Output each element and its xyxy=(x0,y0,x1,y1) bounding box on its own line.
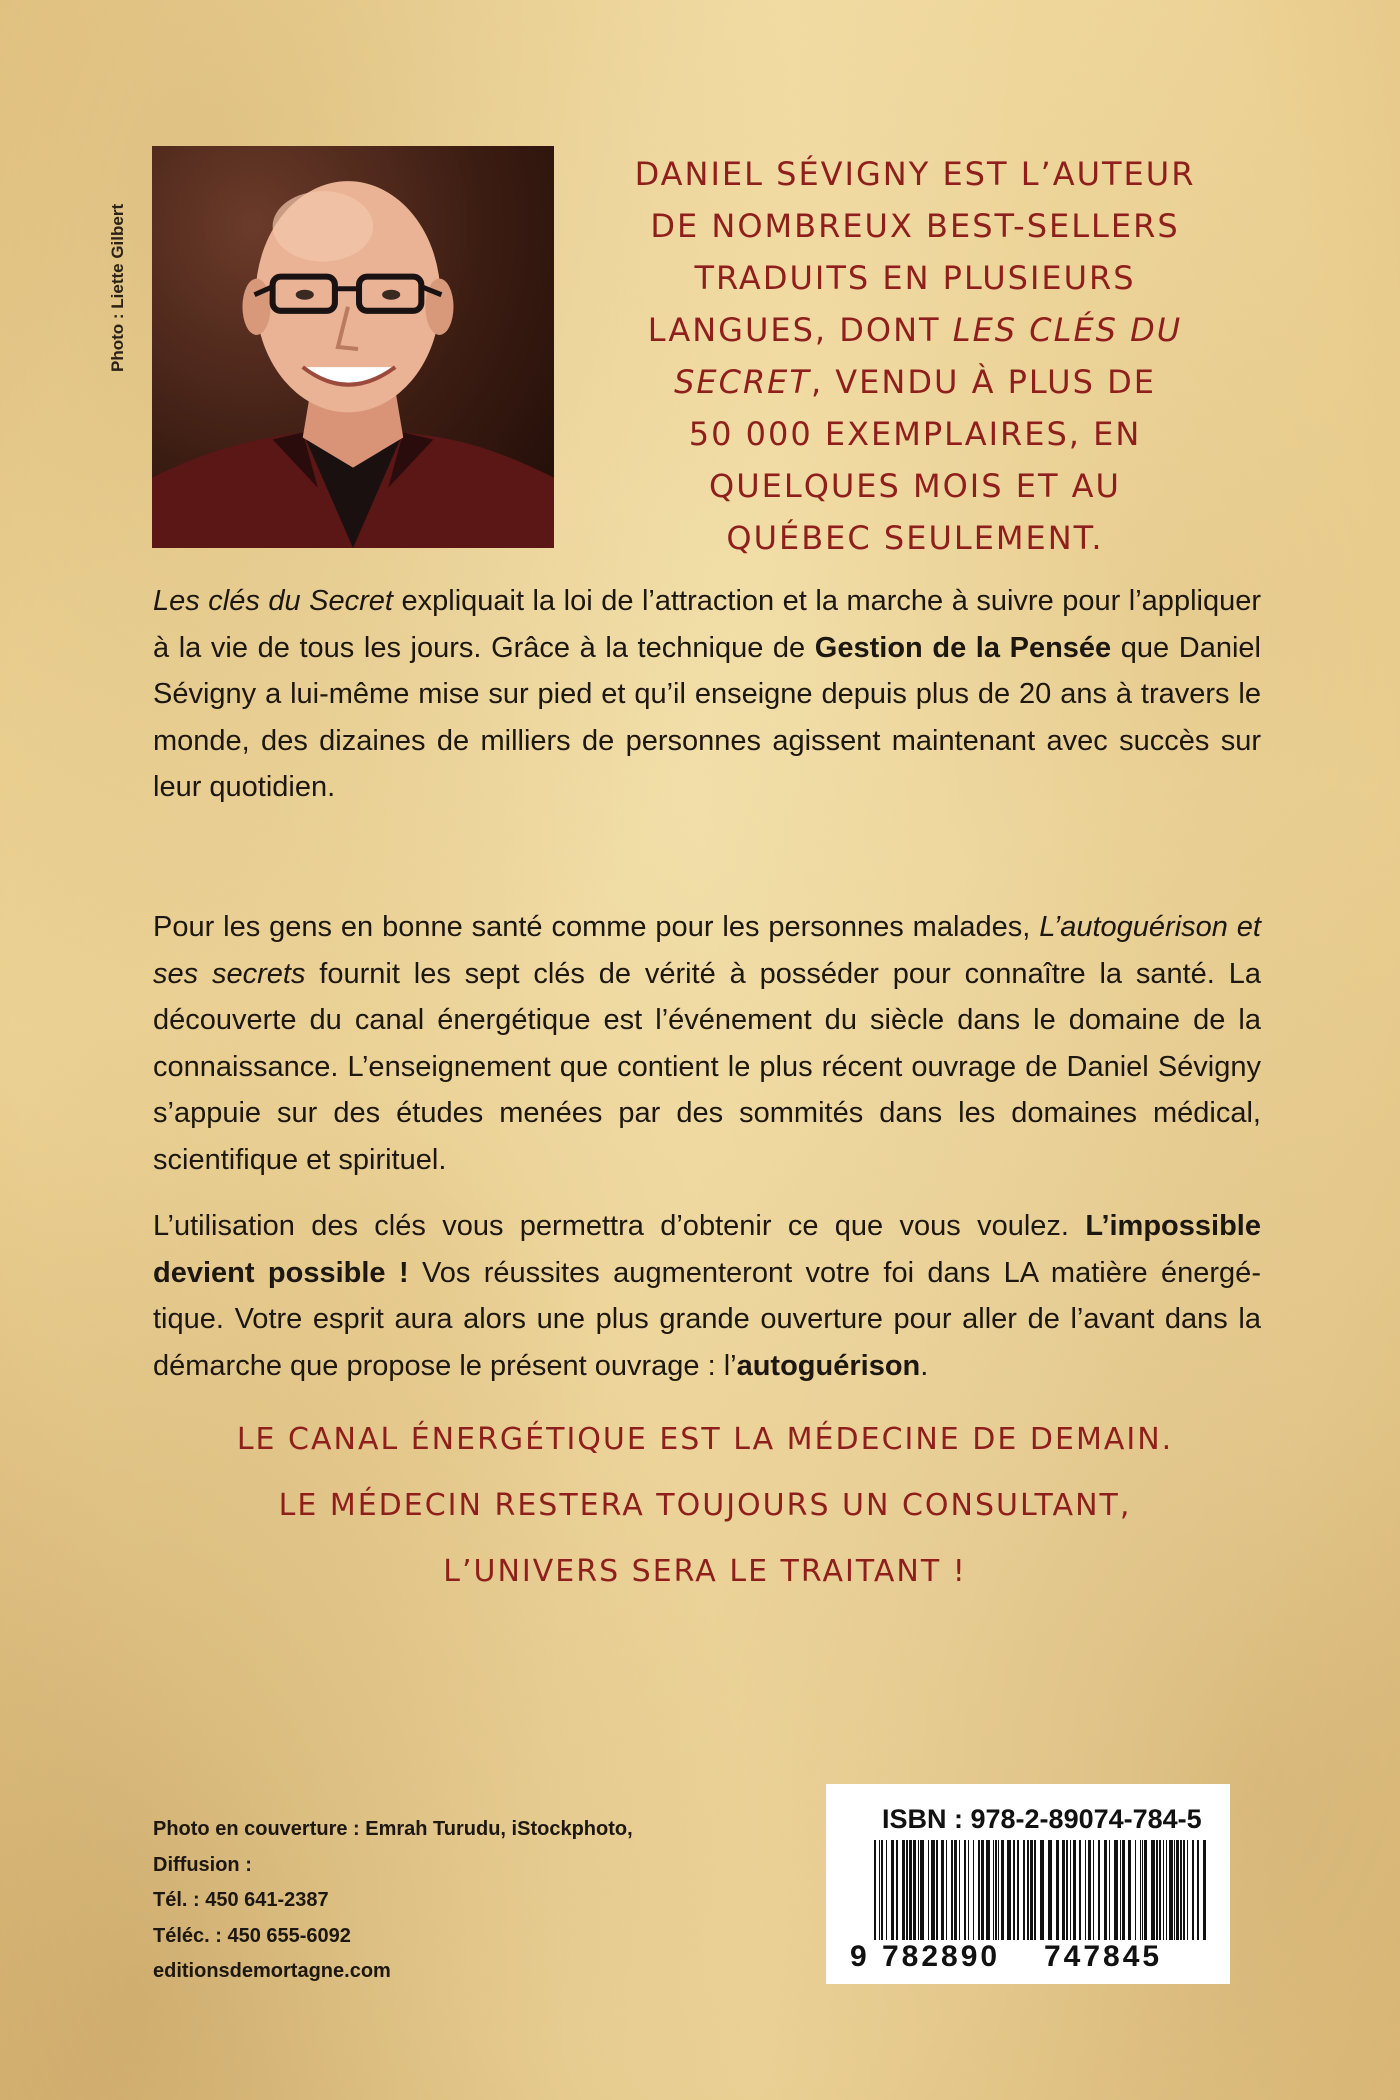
barcode-bar xyxy=(964,1840,966,1944)
paragraph-autoguerison xyxy=(153,904,1261,1183)
slogan-line: L’UNIVERS SERA LE TRAITANT ! xyxy=(443,1554,967,1589)
barcode-bar xyxy=(1093,1840,1094,1944)
barcode-bar xyxy=(951,1840,953,1944)
paragraph-text: Vos réussites augmenteront votre foi dans LA matière énergétique. Votre esprit aura alors une plus grande ouverture pour aller de l’avant dans la démarche que propose le présent ouvrage : l’ xyxy=(153,1256,1261,1382)
barcode-bar xyxy=(1169,1840,1173,1944)
barcode-bar xyxy=(1001,1840,1004,1944)
barcode-bar xyxy=(936,1840,938,1944)
paragraph-text: expliquait la loi de l’attraction et la marche à suivre pour l’appliquer à la vie de tous les jours. Grâce à la technique de xyxy=(153,585,1261,664)
slogans xyxy=(140,1407,1270,1605)
barcode-bar xyxy=(1013,1840,1015,1944)
barcode-bar xyxy=(941,1840,944,1944)
barcode-bar xyxy=(1098,1840,1100,1944)
barcode-bar xyxy=(1163,1840,1164,1944)
barcode-bar xyxy=(1128,1840,1131,1944)
barcode-bar xyxy=(1062,1840,1065,1944)
barcode-bar xyxy=(1109,1840,1110,1944)
credit-line: Tél. : 450 641-2387 xyxy=(153,1889,329,1911)
barcode-bar xyxy=(1073,1840,1076,1944)
barcode-bar xyxy=(986,1840,990,1944)
barcode-bar xyxy=(1088,1840,1091,1944)
barcode-bar xyxy=(1176,1840,1179,1944)
barcode-bar xyxy=(1023,1840,1025,1944)
barcode-bar xyxy=(1174,1840,1175,1944)
barcode-bar xyxy=(896,1840,898,1944)
barcode-bar xyxy=(968,1840,969,1944)
paragraph-text: L’utilisation des clés vous permettra d’obtenir ce que vous voulez. xyxy=(153,1210,1086,1242)
barcode-bar xyxy=(993,1840,994,1944)
barcode-bar xyxy=(959,1840,960,1944)
barcode-bar xyxy=(886,1840,887,1944)
barcode-bar xyxy=(906,1840,908,1944)
barcode-bar xyxy=(1104,1840,1107,1944)
photo-credit: Photo : Liette Gilbert xyxy=(108,203,127,372)
barcode-bar xyxy=(1144,1840,1147,1944)
barcode-bar xyxy=(1048,1840,1052,1944)
barcode-bar xyxy=(995,1840,997,1944)
barcode-bar xyxy=(931,1840,935,1944)
barcode-bar xyxy=(928,1840,929,1944)
barcode-bar xyxy=(1114,1840,1118,1944)
credit-line: Photo en couverture : Emrah Turudu, iStockphoto, xyxy=(153,1818,633,1840)
barcode-bar xyxy=(978,1840,980,1944)
slogan-line: LE MÉDECIN RESTERA TOUJOURS UN CONSULTANT, xyxy=(278,1488,1132,1523)
bio-line: DANIEL SÉVIGNY EST L’AUTEUR xyxy=(634,155,1196,193)
isbn-label: ISBN : 978-2-89074-784-5 xyxy=(882,1804,1202,1834)
bio-line: TRADUITS EN PLUSIEURS xyxy=(694,259,1136,297)
barcode-bar xyxy=(881,1840,883,1944)
barcode-bar xyxy=(1142,1840,1143,1944)
emphasis: autoguérison xyxy=(736,1349,921,1382)
paragraph-text: que Daniel Sévigny a lui-même mise sur pied et qu’il enseigne depuis plus de 20 ans à travers le monde, des dizaines de milliers de personnes agissent maintenant avec succès sur leur quotidien. xyxy=(153,631,1261,803)
barcode-bar xyxy=(1027,1840,1029,1944)
barcode-bar xyxy=(1166,1840,1167,1944)
publisher-credits xyxy=(153,1812,633,1990)
emphasis: L’impossible devient possible ! xyxy=(153,1210,1261,1289)
barcode-bar xyxy=(981,1840,984,1944)
barcode-right-digits: 747845 xyxy=(1044,1940,1163,1970)
barcode-bar xyxy=(913,1840,916,1944)
author-portrait xyxy=(152,146,554,548)
barcode-bar xyxy=(909,1840,912,1944)
barcode-bar xyxy=(1140,1840,1141,1944)
barcode-bar xyxy=(1066,1840,1068,1944)
barcode-bar xyxy=(1120,1840,1121,1944)
barcode-bar xyxy=(1192,1840,1194,1944)
barcode-bar xyxy=(1070,1840,1071,1944)
paragraph-cles xyxy=(153,1203,1261,1389)
paragraph-text: fournit les sept clés de vérité à posséder pour connaître la santé. La découverte du canal énergétique est l’événement du siècle dans le domaine de la connaissance. L’enseignement que contient le plus récent ouvrage de Daniel Sévigny s’appuie sur des études menées par des sommités dans les domaines médical, scientifique et spirituel. xyxy=(153,957,1261,1176)
barcode-bar xyxy=(1017,1840,1019,1944)
barcode-bar xyxy=(1122,1840,1125,1944)
bio-line: DE NOMBREUX BEST-SELLERS xyxy=(650,207,1180,245)
author-bio xyxy=(575,148,1255,564)
bio-line: 50 000 EXEMPLAIRES, EN xyxy=(688,415,1142,453)
barcode-bar xyxy=(1156,1840,1158,1944)
barcode-bar xyxy=(1197,1840,1199,1944)
bio-line: SECRET, VENDU À PLUS DE xyxy=(674,363,1156,401)
paragraph-secret xyxy=(153,578,1261,811)
barcode-bar xyxy=(1187,1840,1188,1944)
barcode-first-digit: 9 xyxy=(850,1940,867,1970)
emphasis: Gestion de la Pensée xyxy=(814,631,1112,664)
book-title: L’autoguérison et ses secrets xyxy=(153,911,1261,990)
barcode-bar xyxy=(891,1840,894,1944)
barcode-bar xyxy=(920,1840,924,1944)
barcode-bar xyxy=(1030,1840,1033,1944)
paragraph-text: Pour les gens en bonne santé comme pour les personnes malades, xyxy=(153,911,1040,943)
paragraph-text: . xyxy=(920,1349,929,1382)
barcode-bar xyxy=(1135,1840,1136,1944)
barcode-left-digits: 782890 xyxy=(882,1940,1001,1970)
website-link[interactable]: editionsdemortagne.com xyxy=(153,1960,391,1982)
bio-line: QUELQUES MOIS ET AU xyxy=(709,467,1121,505)
barcode-bar xyxy=(1085,1840,1086,1944)
barcode-bar xyxy=(998,1840,999,1944)
barcode-bar xyxy=(918,1840,919,1944)
barcode-image xyxy=(846,1840,1216,1970)
barcode-bar xyxy=(1183,1840,1185,1944)
bio-line: QUÉBEC SEULEMENT. xyxy=(726,519,1104,557)
barcode-bar xyxy=(954,1840,957,1944)
slogan-line: LE CANAL ÉNERGÉTIQUE EST LA MÉDECINE DE DEMAIN. xyxy=(236,1422,1174,1457)
barcode-bar xyxy=(1079,1840,1081,1944)
barcode-bar xyxy=(1159,1840,1161,1944)
barcode-bar xyxy=(902,1840,905,1944)
barcode-box xyxy=(826,1784,1230,1984)
barcode-bar xyxy=(1034,1840,1036,1944)
barcode-bar xyxy=(1056,1840,1059,1944)
barcode-bar xyxy=(946,1840,947,1944)
bio-line: LANGUES, DONT LES CLÉS DU xyxy=(647,311,1183,349)
barcode-bar xyxy=(1180,1840,1182,1944)
barcode-bar xyxy=(973,1840,974,1944)
credit-line: Diffusion : xyxy=(153,1853,252,1876)
credit-line: Téléc. : 450 655-6092 xyxy=(153,1924,351,1947)
barcode-bar xyxy=(1151,1840,1155,1944)
book-title: Les clés du Secret xyxy=(153,585,393,617)
barcode-bar xyxy=(1007,1840,1011,1944)
